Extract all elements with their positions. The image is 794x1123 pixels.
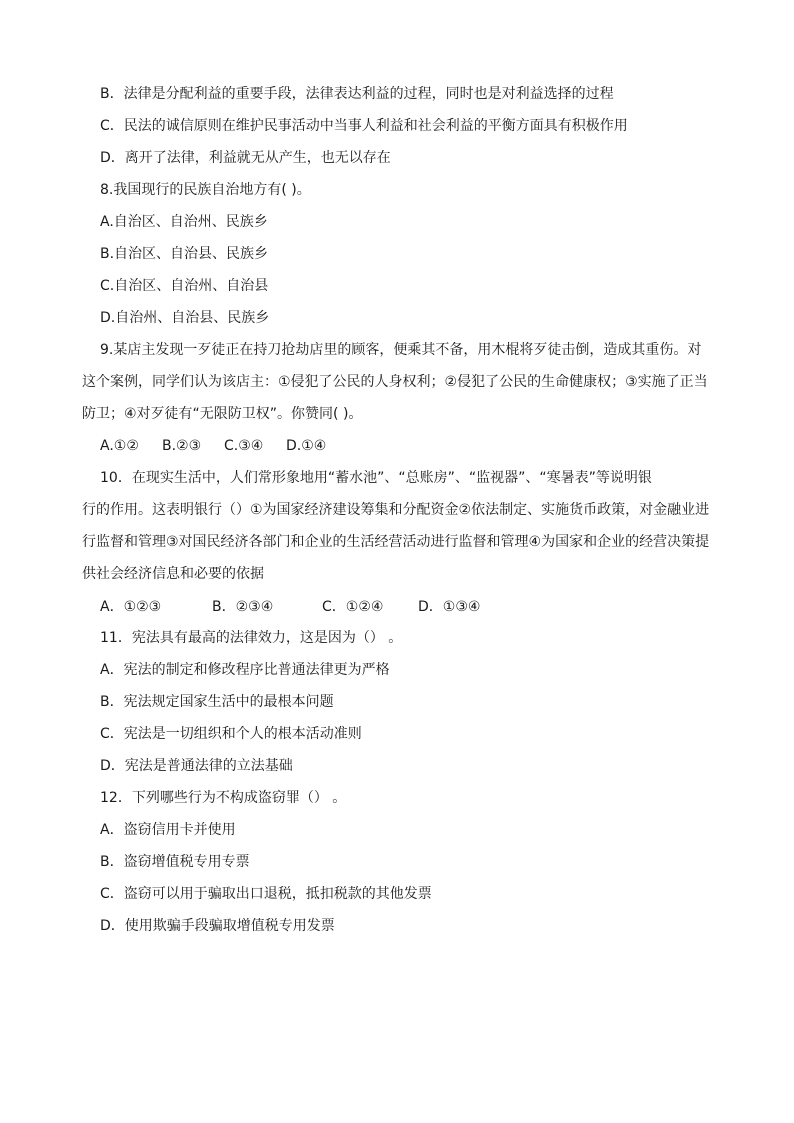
- q8-option-b: B.自治区、自治县、民族乡: [100, 246, 269, 262]
- q11-option-b: B．宪法规定国家生活中的最根本问题: [100, 694, 334, 710]
- q10-stem-line1: 10．在现实生活中，人们常形象地用“蓄水池”、“总账房”、“监视器”、“寒暑表”等说明银: [100, 470, 652, 486]
- q9-stem-line1: 9.某店主发现一歹徒正在持刀抢劫店里的顾客，便乘其不备，用木棍将歹徒击倒，造成其重伤。对: [100, 342, 702, 358]
- q10-option-c: C．①②④: [322, 599, 384, 615]
- q7-option-d: D．离开了法律，利益就无从产生，也无以存在: [100, 150, 391, 166]
- q7-option-b: B．法律是分配利益的重要手段，法律表达利益的过程，同时也是对利益选择的过程: [100, 86, 614, 102]
- q9-stem-line2: 这个案例，同学们认为该店主：①侵犯了公民的人身权利；②侵犯了公民的生命健康权；③实施了正当: [82, 374, 708, 390]
- q8-option-c: C.自治区、自治州、自治县: [100, 278, 269, 294]
- q10-stem-line3: 行监督和管理③对国民经济各部门和企业的生活经营活动进行监督和管理④为国家和企业的经营决策提: [82, 534, 710, 550]
- q11-option-c: C．宪法是一切组织和个人的根本活动准则: [100, 726, 362, 742]
- q9-option-a: A.①②: [100, 438, 139, 454]
- q10-stem-line2: 行的作用。这表明银行（）①为国家经济建设筹集和分配资金②依法制定、实施货币政策，对金融业进: [82, 502, 710, 518]
- q12-option-c: C．盗窃可以用于骗取出口退税，抵扣税款的其他发票: [100, 886, 432, 902]
- q10-options: [100, 590, 700, 622]
- q10-stem-line4: 供社会经济信息和必要的依据: [82, 566, 264, 582]
- q12-option-b: B．盗窃增值税专用专票: [100, 854, 250, 870]
- q8-option-d: D.自治州、自治县、民族乡: [100, 310, 270, 326]
- question-content: [82, 78, 710, 942]
- q9-stem-line3: 防卫；④对歹徒有“无限防卫权”。你赞同( )。: [82, 406, 363, 422]
- q11-stem: 11．宪法具有最高的法律效力，这是因为（） 。: [100, 630, 403, 646]
- q9-options: [100, 430, 700, 462]
- q11-option-a: A．宪法的制定和修改程序比普通法律更为严格: [100, 662, 390, 678]
- q8-stem: 8.我国现行的民族自治地方有( )。: [100, 182, 311, 198]
- q10-option-b: B．②③④: [212, 599, 274, 615]
- q9-option-c: C.③④: [224, 438, 264, 454]
- q12-option-d: D．使用欺骗手段骗取增值税专用发票: [100, 918, 335, 934]
- q10-option-d: D．①③④: [418, 599, 481, 615]
- q11-option-d: D．宪法是普通法律的立法基础: [100, 758, 293, 774]
- q9-option-b: B.②③: [162, 438, 202, 454]
- q12-option-a: A．盗窃信用卡并使用: [100, 822, 236, 838]
- q8-option-a: A.自治区、自治州、民族乡: [100, 214, 268, 230]
- q10-option-a: A．①②③: [100, 599, 162, 615]
- q12-stem: 12．下列哪些行为不构成盗窃罪（） 。: [100, 790, 347, 806]
- q7-option-c: C．民法的诚信原则在维护民事活动中当事人利益和社会利益的平衡方面具有积极作用: [100, 118, 628, 134]
- q9-option-d: D.①④: [286, 438, 327, 454]
